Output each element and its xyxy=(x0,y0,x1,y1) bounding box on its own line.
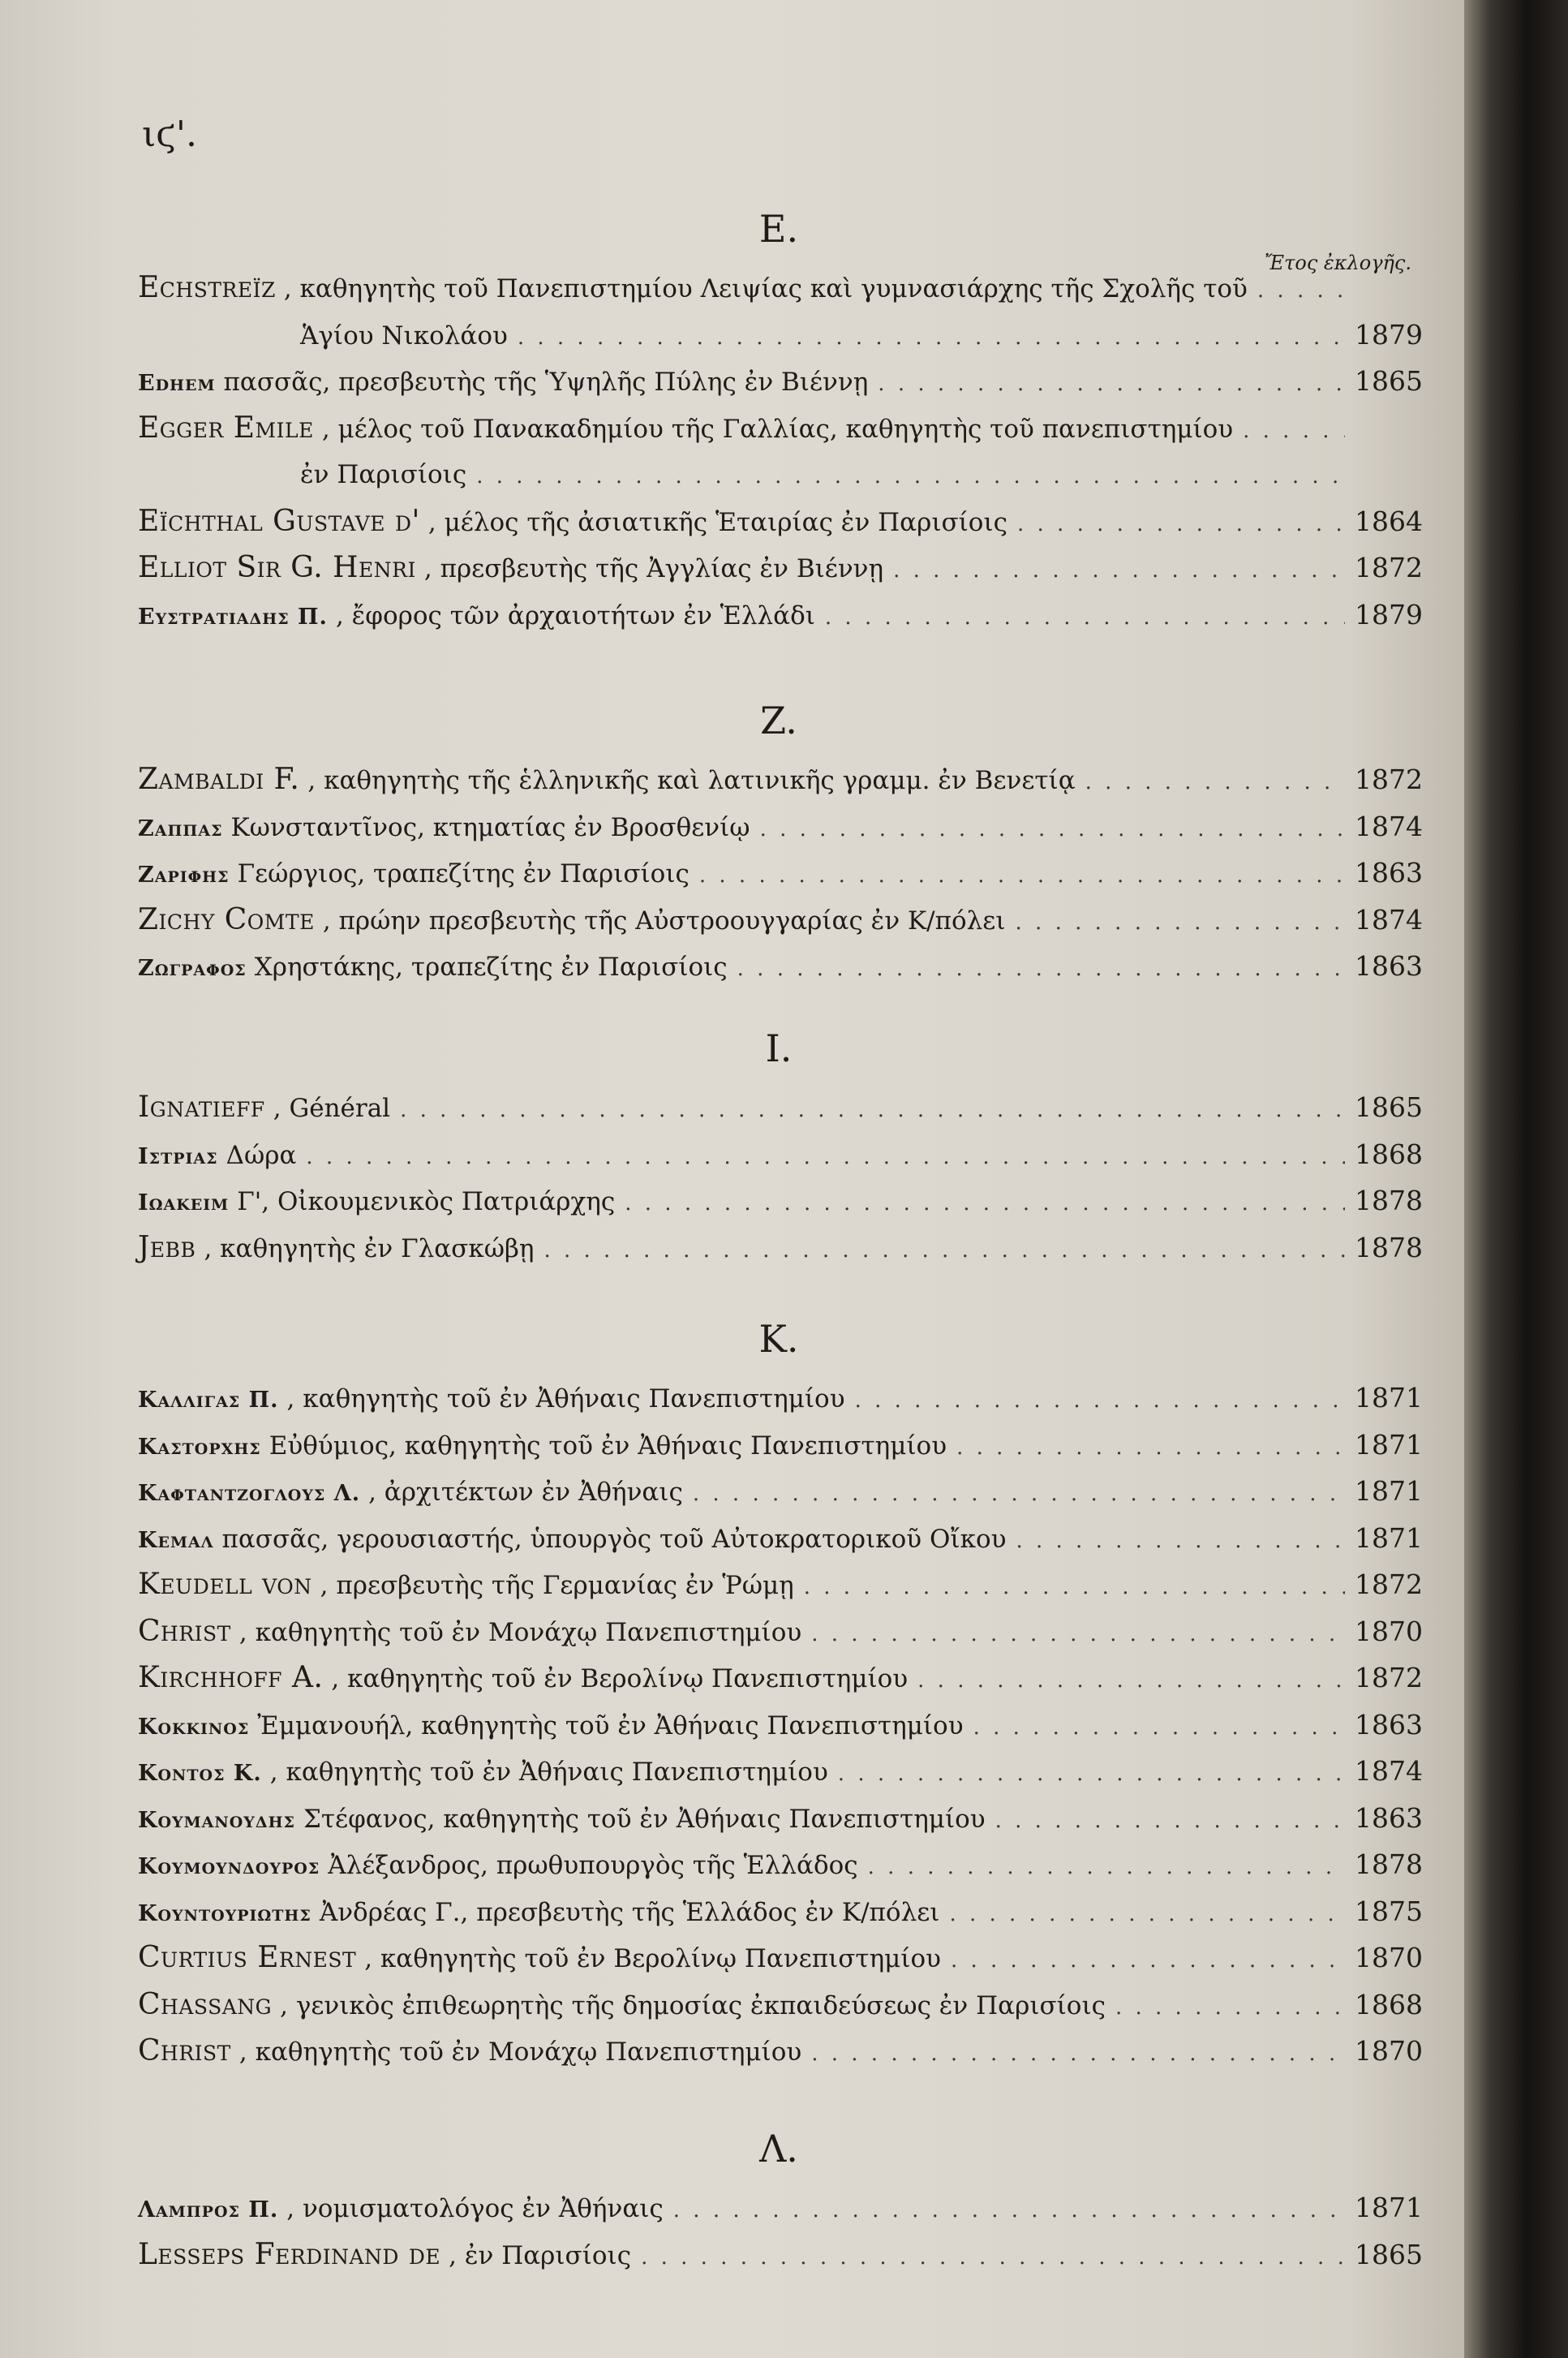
register-entry xyxy=(138,1224,1423,1272)
register-entry xyxy=(138,756,1423,803)
entry-description: , καθηγητὴς τοῦ Πανεπιστημίου Λειψίας καὶ γυμνασιάρχης τῆς Σχολῆς τοῦ xyxy=(283,274,1248,303)
election-year: 1865 xyxy=(1355,365,1423,397)
entry-name: Kirchhoff A. xyxy=(138,1661,324,1694)
dot-leader xyxy=(1243,406,1345,455)
entry-description: Ἀνδρέας Γ., πρεσβευτὴς τῆς Ἑλλάδος ἐν Κ/πόλει xyxy=(319,1897,940,1927)
entry-name: Ιστριας xyxy=(138,1143,218,1169)
entry-description: , μέλος τοῦ Πανακαδημίου τῆς Γαλλίας, καθηγητὴς τοῦ πανεπιστημίου xyxy=(321,414,1234,444)
register-entry xyxy=(138,1468,1423,1515)
dot-leader xyxy=(878,359,1345,408)
election-year: 1874 xyxy=(1355,1755,1423,1787)
entry-name: Κοκκινος xyxy=(138,1714,250,1740)
dot-leader xyxy=(1085,757,1345,807)
dot-leader xyxy=(956,1422,1345,1472)
register-entry xyxy=(138,1888,1423,1935)
register-entry xyxy=(138,1702,1423,1749)
dot-leader xyxy=(949,1889,1345,1938)
register-entry xyxy=(138,1608,1423,1655)
page-number: ιϛ'. xyxy=(142,114,197,155)
register-entry xyxy=(138,850,1423,897)
entry-name: Καλλιγας Π. xyxy=(138,1388,279,1413)
register-entry xyxy=(138,897,1423,944)
entry-name: Keudell von xyxy=(138,1568,312,1601)
election-year: 1872 xyxy=(1355,764,1423,795)
election-year: 1874 xyxy=(1355,903,1423,936)
entry-name: Eïchthal Gustave d' xyxy=(138,504,420,538)
dot-leader xyxy=(699,850,1345,900)
entry-name: Edhem xyxy=(138,371,216,396)
entry-name: Christ xyxy=(138,2034,231,2068)
dot-leader xyxy=(641,2232,1345,2282)
register-entry xyxy=(138,1654,1423,1702)
entry-name: Lesseps Ferdinand de xyxy=(138,2237,441,2271)
election-year: 1871 xyxy=(1355,1475,1423,1507)
register-entry xyxy=(138,1795,1423,1842)
dot-leader xyxy=(855,1375,1345,1425)
dot-leader xyxy=(973,1702,1345,1752)
register-entry xyxy=(138,405,1420,452)
election-year: 1871 xyxy=(1355,1521,1423,1554)
register-entry xyxy=(138,2184,1423,2231)
election-year: 1870 xyxy=(1355,1615,1423,1647)
entry-name: Ζωγραφος xyxy=(138,956,247,981)
book-spine-shadow xyxy=(1464,0,1568,2358)
entry-description: , πρεσβευτὴς τῆς Γερμανίας ἐν Ῥώμῃ xyxy=(320,1571,794,1600)
entry-description: , ἐν Παρισίοις xyxy=(449,2240,632,2270)
election-year: 1871 xyxy=(1355,1382,1423,1414)
entry-name: Christ xyxy=(138,1614,231,1648)
election-year: 1863 xyxy=(1355,1708,1423,1741)
election-year: 1863 xyxy=(1355,857,1423,889)
election-year: 1872 xyxy=(1355,1568,1423,1600)
register-entry xyxy=(138,2028,1423,2075)
entry-description: Δώρα xyxy=(226,1140,297,1170)
register-entry xyxy=(138,1515,1423,1562)
dot-leader xyxy=(868,1842,1345,1891)
entry-description: Χρηστάκης, τραπεζίτης ἐν Παρισίοις xyxy=(254,953,728,982)
election-year: 1879 xyxy=(1355,598,1423,630)
election-year: 1863 xyxy=(1355,1801,1423,1834)
election-year: 1879 xyxy=(1355,318,1423,351)
register-entry xyxy=(138,1561,1423,1608)
register-entry xyxy=(138,1841,1423,1888)
entry-name: Zambaldi F. xyxy=(138,763,300,796)
register-entry xyxy=(138,265,1420,312)
entry-name: Ευστρατιαδης Π. xyxy=(138,604,328,630)
election-year: 1878 xyxy=(1355,1848,1423,1880)
register-entry xyxy=(138,1375,1423,1422)
entry-description: πασσᾶς, πρεσβευτὴς τῆς Ὑψηλῆς Πύλης ἐν Βιέννῃ xyxy=(223,368,869,397)
entry-name: Καφταντζογλους Λ. xyxy=(138,1481,361,1506)
entry-name: Chassang xyxy=(138,1987,273,2021)
dot-leader xyxy=(995,1796,1345,1845)
entry-description: , γενικὸς ἐπιθεωρητὴς τῆς δημοσίας ἐκπαιδεύσεως ἐν Παρισίοις xyxy=(280,1990,1106,2020)
entry-description: Στέφανος, καθηγητὴς τοῦ ἐν Ἀθήναις Πανεπιστημίου xyxy=(303,1804,986,1834)
dot-leader xyxy=(1115,1982,1345,2032)
entry-name: Echstreïz xyxy=(138,271,276,304)
dot-leader xyxy=(893,545,1345,595)
dot-leader xyxy=(476,451,1345,501)
entry-name: Κεμαλ xyxy=(138,1527,214,1553)
dot-leader xyxy=(917,1655,1345,1705)
dot-leader xyxy=(760,804,1345,854)
entry-name: Zichy Comte xyxy=(138,902,315,936)
dot-leader xyxy=(518,312,1345,362)
dot-leader xyxy=(400,1085,1345,1134)
election-year: 1871 xyxy=(1355,2192,1423,2223)
register-entry xyxy=(138,803,1423,850)
entry-description: ἐν Παρισίοις xyxy=(300,460,467,489)
election-year: 1872 xyxy=(1355,552,1423,583)
election-year: 1868 xyxy=(1355,1138,1423,1170)
entry-description: , καθηγητὴς ἐν Γλασκώβῃ xyxy=(204,1233,535,1263)
dot-leader xyxy=(673,2185,1345,2235)
dot-leader xyxy=(737,944,1345,993)
register-entry xyxy=(138,592,1423,639)
entry-name: Κουμουνδουρος xyxy=(138,1854,320,1879)
election-year: 1868 xyxy=(1355,1988,1423,2020)
entry-description: Γ', Οἰκουμενικὸς Πατριάρχης xyxy=(237,1187,616,1216)
register-entry xyxy=(138,1981,1423,2029)
entry-description: , καθηγητὴς τοῦ ἐν Ἀθήναις Πανεπιστημίου xyxy=(286,1384,845,1414)
section-k xyxy=(138,1315,1423,2075)
dot-leader xyxy=(804,1562,1345,1611)
register-entry xyxy=(138,1422,1423,1469)
election-year: 1865 xyxy=(1355,2238,1423,2270)
election-year: 1874 xyxy=(1355,810,1423,842)
entry-name: Egger Emile xyxy=(138,411,314,445)
election-year: 1872 xyxy=(1355,1662,1423,1693)
entry-description: , καθηγητὴς τοῦ ἐν Μονάχῳ Πανεπιστημίου xyxy=(238,1617,802,1647)
entry-description: Ἀλέξανδρος, πρωθυπουργὸς τῆς Ἑλλάδος xyxy=(328,1851,858,1880)
section-i xyxy=(138,1024,1423,1271)
election-year: 1870 xyxy=(1355,2035,1423,2067)
entry-name: Κουντουριωτης xyxy=(138,1900,311,1926)
entry-description: , μέλος τῆς ἀσιατικῆς Ἑταιρίας ἐν Παρισίοις xyxy=(427,507,1007,537)
entry-name: Λαμπρος Π. xyxy=(138,2197,279,2222)
election-year: 1863 xyxy=(1355,950,1423,982)
election-year: 1871 xyxy=(1355,1428,1423,1461)
entry-description: , πρεσβευτὴς τῆς Ἀγγλίας ἐν Βιέννῃ xyxy=(423,554,884,583)
election-year: 1864 xyxy=(1355,505,1423,537)
entry-description: , Général xyxy=(273,1094,391,1123)
entry-description: , νομισματολόγος ἐν Ἀθήναις xyxy=(286,2194,664,2223)
register-entry xyxy=(138,2231,1423,2278)
entry-description: Εὐθύμιος, καθηγητὴς τοῦ ἐν Ἀθήναις Πανεπιστημίου xyxy=(268,1431,947,1461)
entry-description: , ἀρχιτέκτων ἐν Ἀθήναις xyxy=(368,1478,683,1507)
dot-leader xyxy=(838,1749,1345,1798)
election-year: 1875 xyxy=(1355,1895,1423,1927)
section-z xyxy=(138,696,1423,990)
dot-leader xyxy=(306,1132,1345,1181)
entry-name: Curtius Ernest xyxy=(138,1941,357,1974)
section-letter: I. xyxy=(765,1026,793,1070)
entry-name: Elliot Sir G. Henri xyxy=(138,551,416,584)
election-year: 1878 xyxy=(1355,1185,1423,1216)
dot-leader xyxy=(811,2029,1345,2078)
election-year: 1870 xyxy=(1355,1942,1423,1973)
dot-leader xyxy=(1016,897,1345,947)
register-entry xyxy=(138,1934,1423,1981)
section-letter: Z. xyxy=(760,699,797,742)
dot-leader xyxy=(543,1225,1345,1275)
entry-description: Γεώργιος, τραπεζίτης ἐν Παρισίοις xyxy=(237,859,689,889)
dot-leader xyxy=(825,592,1345,642)
register-entry xyxy=(138,498,1423,545)
dot-leader xyxy=(1016,1516,1345,1565)
register-entry xyxy=(138,1748,1423,1795)
entry-description: , ἔφορος τῶν ἀρχαιοτήτων ἐν Ἑλλάδι xyxy=(335,600,815,630)
entry-description: Ἁγίου Νικολάου xyxy=(300,321,508,351)
section-letter: E. xyxy=(758,207,799,251)
entry-description: πασσᾶς, γερουσιαστής, ὑπουργὸς τοῦ Αὐτοκρατορικοῦ Οἴκου xyxy=(221,1524,1007,1554)
entry-name: Κουμανουδης xyxy=(138,1807,295,1833)
section-letter: Λ. xyxy=(759,2127,798,2171)
register-entry xyxy=(138,358,1423,405)
register-entry xyxy=(138,312,1423,359)
entry-name: Ignatieff xyxy=(138,1091,265,1124)
entry-description: , καθηγητὴς τοῦ ἐν Ἀθήναις Πανεπιστημίου xyxy=(269,1758,828,1787)
dot-leader xyxy=(951,1935,1345,1985)
dot-leader xyxy=(693,1469,1345,1518)
dot-leader xyxy=(1017,499,1345,549)
register-entry xyxy=(138,544,1423,592)
entry-description: , καθηγητὴς τοῦ ἐν Βερολίνῳ Πανεπιστημίου xyxy=(331,1664,909,1693)
entry-description: , καθηγητὴς τοῦ ἐν Μονάχῳ Πανεπιστημίου xyxy=(238,2037,802,2067)
entry-name: Jebb xyxy=(138,1230,196,1264)
election-year: 1865 xyxy=(1355,1091,1423,1123)
entry-description: , καθηγητὴς τῆς ἑλληνικῆς καὶ λατινικῆς γραμμ. ἐν Βενετίᾳ xyxy=(307,766,1076,795)
entry-description: Ἐμμανουήλ, καθηγητὴς τοῦ ἐν Ἀθήναις Πανεπιστημίου xyxy=(257,1710,964,1741)
entry-name: Καστορχης xyxy=(138,1434,261,1460)
dot-leader xyxy=(625,1178,1345,1228)
section-l xyxy=(138,2124,1423,2278)
entry-name: Ζαριφης xyxy=(138,863,230,888)
year-column-heading: Ἔτος ἐκλογῆς. xyxy=(1264,252,1411,274)
entry-name: Ζαππας xyxy=(138,815,223,841)
register-entry xyxy=(138,943,1423,990)
register-entry xyxy=(138,1177,1423,1224)
entry-description: , πρώην πρεσβευτὴς τῆς Αὐστροουγγαρίας ἐν Κ/πόλει xyxy=(322,906,1006,936)
section-e xyxy=(138,204,1423,638)
register-entry xyxy=(138,1131,1423,1178)
register-entry xyxy=(138,451,1420,498)
entry-description: Κωνσταντῖνος, κτηματίας ἐν Βροσθενίῳ xyxy=(230,812,750,842)
election-year: 1878 xyxy=(1355,1231,1423,1263)
dot-leader xyxy=(811,1609,1345,1659)
entry-name: Κοντος Κ. xyxy=(138,1761,262,1786)
section-letter: K. xyxy=(758,1317,799,1361)
entry-description: , καθηγητὴς τοῦ ἐν Βερολίνῳ Πανεπιστημίου xyxy=(364,1944,941,1973)
register-entry xyxy=(138,1084,1423,1131)
entry-name: Ιωακειμ xyxy=(138,1190,230,1216)
